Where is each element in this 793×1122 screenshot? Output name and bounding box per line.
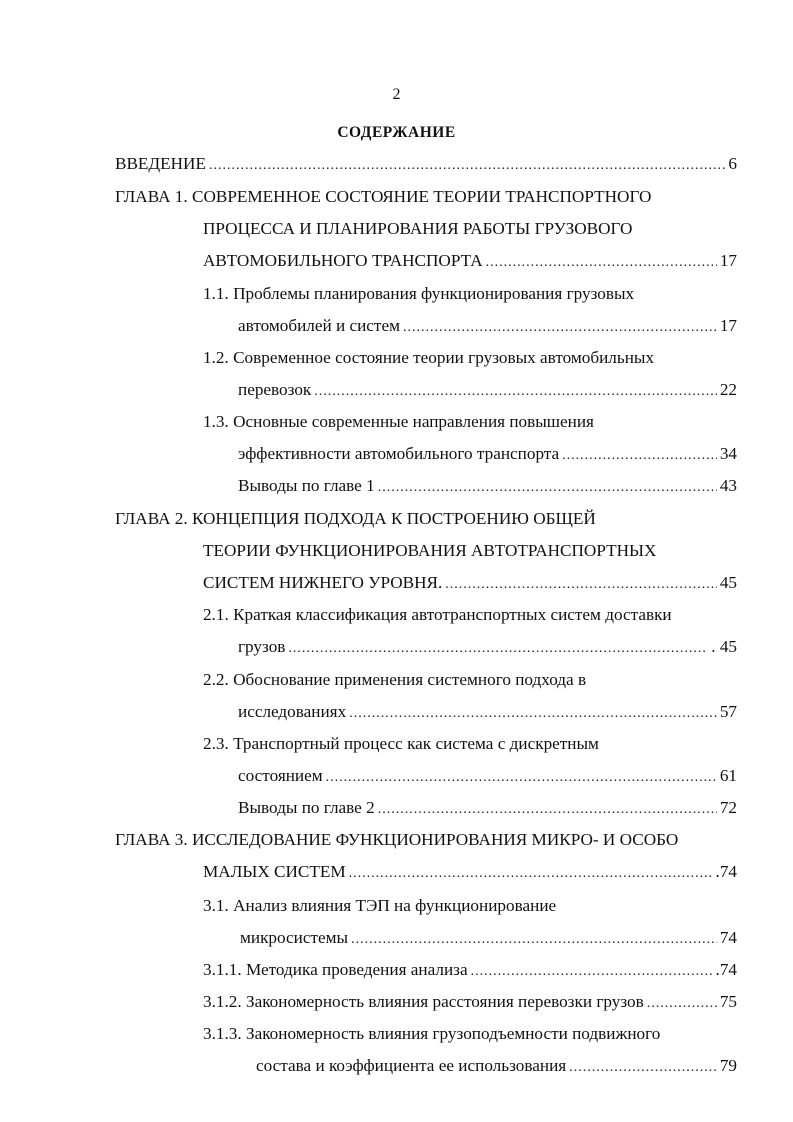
toc-entry-page: 17 (719, 316, 737, 335)
chapter-2-heading-line-3[interactable] (203, 572, 737, 596)
subsection-3-1-3-line-2[interactable] (256, 1055, 737, 1079)
toc-entry-label: автомобилей и систем (238, 316, 400, 335)
toc-entry-page: 34 (719, 444, 737, 463)
toc-entry-page: 43 (719, 476, 737, 495)
page-number: 2 (392, 86, 401, 103)
section-1-3-line-2[interactable] (238, 443, 737, 467)
toc-entry-page: 45 (719, 573, 737, 592)
chapter-3-heading-line-1[interactable]: ГЛАВА 3. ИССЛЕДОВАНИЕ ФУНКЦИОНИРОВАНИЯ МИКРО- И ОСОБО (115, 830, 679, 849)
leader-dots (326, 767, 717, 789)
subsection-3-1-2[interactable] (203, 991, 737, 1015)
toc-entry-page: 79 (719, 1056, 737, 1075)
toc-entry-page: 22 (719, 380, 737, 399)
chapter-1-conclusions[interactable] (238, 475, 737, 499)
chapter-1-heading-line-3[interactable] (203, 250, 737, 274)
toc-entry-label: состоянием (238, 766, 323, 785)
toc-entry-label: 3.1.1. Методика проведения анализа (203, 960, 468, 979)
section-2-3-line-1[interactable]: 2.3. Транспортный процесс как система с дискретным (203, 734, 599, 753)
leader-dots (314, 381, 717, 403)
toc-entry-label: Выводы по главе 1 (238, 476, 375, 495)
chapter-2-heading-line-1[interactable]: ГЛАВА 2. КОНЦЕПЦИЯ ПОДХОДА К ПОСТРОЕНИЮ ОБЩЕЙ (115, 509, 596, 528)
toc-entry-label: 3.1.2. Закономерность влияния расстояния перевозки грузов (203, 992, 644, 1011)
section-2-2-line-2[interactable] (238, 701, 737, 725)
toc-entry-page: . 45 (711, 637, 737, 656)
section-1-3-line-1[interactable]: 1.3. Основные современные направления повышения (203, 412, 594, 431)
section-1-2-line-2[interactable] (238, 379, 737, 403)
leader-dots (562, 445, 717, 467)
section-2-1-line-2[interactable] (238, 636, 737, 660)
leader-dots (288, 638, 708, 660)
toc-entry-label: эффективности автомобильного транспорта (238, 444, 560, 463)
section-2-1-line-1[interactable]: 2.1. Краткая классификация автотранспортных систем доставки (203, 605, 672, 624)
leader-dots (378, 799, 717, 821)
leader-dots (647, 993, 717, 1015)
toc-entry-page: .74 (715, 960, 737, 979)
toc-entry-label: СИСТЕМ НИЖНЕГО УРОВНЯ. (203, 573, 443, 592)
leader-dots (351, 929, 717, 951)
section-1-1-line-2[interactable] (238, 315, 737, 339)
toc-entry-label: АВТОМОБИЛЬНОГО ТРАНСПОРТА (203, 251, 483, 270)
chapter-1-heading-line-1[interactable]: ГЛАВА 1. СОВРЕМЕННОЕ СОСТОЯНИЕ ТЕОРИИ ТРАНСПОРТНОГО (115, 187, 652, 206)
leader-dots (486, 252, 717, 274)
leader-dots (349, 863, 713, 885)
toc-entry-label: ВВЕДЕНИЕ (115, 154, 206, 173)
toc-entry-label: перевозок (238, 380, 312, 399)
toc-entry-page: 75 (719, 992, 737, 1011)
subsection-3-1-3-line-1[interactable]: 3.1.3. Закономерность влияния грузоподъемности подвижного (203, 1024, 661, 1043)
chapter-2-heading-line-2[interactable]: ТЕОРИИ ФУНКЦИОНИРОВАНИЯ АВТОТРАНСПОРТНЫХ (203, 541, 657, 560)
toc-entry-page: 17 (719, 251, 737, 270)
leader-dots (209, 155, 725, 177)
toc-entry-page: .74 (715, 862, 737, 881)
leader-dots (378, 477, 717, 499)
toc-entry-page: 6 (728, 154, 737, 173)
toc-entry-label: Выводы по главе 2 (238, 798, 375, 817)
section-3-1-line-1[interactable]: 3.1. Анализ влияния ТЭП на функционирование (203, 896, 557, 915)
section-1-2-line-1[interactable]: 1.2. Современное состояние теории грузовых автомобильных (203, 348, 655, 367)
chapter-3-heading-line-2[interactable] (203, 861, 737, 885)
toc-entry-intro[interactable] (115, 153, 737, 177)
chapter-2-conclusions[interactable] (238, 797, 737, 821)
leader-dots (403, 317, 717, 339)
toc-entry-label: исследованиях (238, 702, 347, 721)
toc-title: СОДЕРЖАНИЕ (337, 124, 456, 141)
chapter-1-heading-line-2[interactable]: ПРОЦЕССА И ПЛАНИРОВАНИЯ РАБОТЫ ГРУЗОВОГО (203, 219, 633, 238)
section-3-1-line-2[interactable] (240, 927, 737, 951)
toc-entry-page: 74 (719, 928, 737, 947)
toc-entry-label: микросистемы (240, 928, 349, 947)
subsection-3-1-1[interactable] (203, 959, 737, 983)
toc-entry-label: грузов (238, 637, 286, 656)
toc-entry-label: состава и коэффициента ее использования (256, 1056, 567, 1075)
toc-entry-page: 57 (719, 702, 737, 721)
section-2-3-line-2[interactable] (238, 765, 737, 789)
leader-dots (349, 703, 717, 725)
toc-entry-label: МАЛЫХ СИСТЕМ (203, 862, 346, 881)
section-1-1-line-1[interactable]: 1.1. Проблемы планирования функционирования грузовых (203, 284, 635, 303)
leader-dots (471, 961, 713, 983)
section-2-2-line-1[interactable]: 2.2. Обоснование применения системного подхода в (203, 670, 587, 689)
toc-entry-page: 61 (719, 766, 737, 785)
leader-dots (569, 1057, 717, 1079)
toc-entry-page: 72 (719, 798, 737, 817)
leader-dots (445, 574, 717, 596)
